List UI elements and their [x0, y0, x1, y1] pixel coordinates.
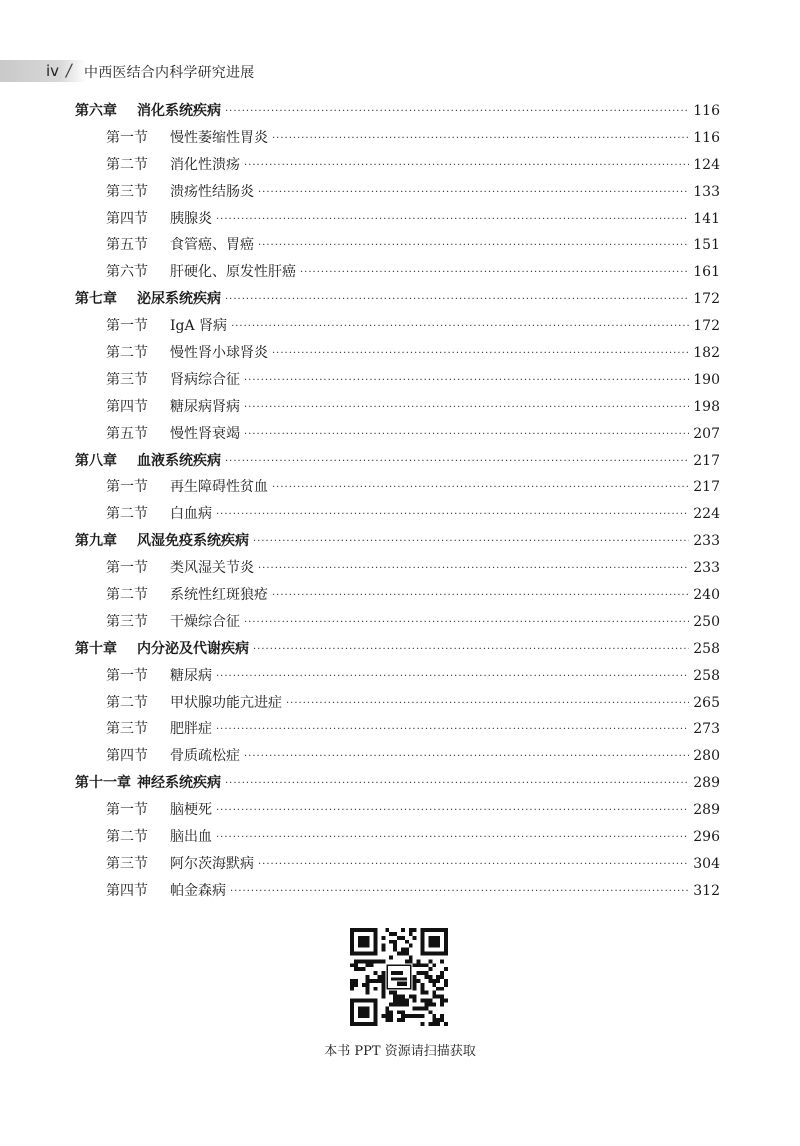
toc-section-entry[interactable] — [75, 663, 720, 690]
section-label: 第一节 — [106, 667, 148, 684]
toc-section-entry[interactable] — [75, 259, 720, 286]
section-title: 骨质疏松症 — [170, 748, 240, 765]
dot-leader — [216, 825, 689, 852]
page-number-ref: 172 — [693, 318, 720, 335]
page-number-ref: 250 — [693, 613, 720, 630]
section-label: 第三节 — [106, 721, 148, 738]
section-label: 第二节 — [106, 829, 148, 846]
toc-chapter-entry[interactable] — [75, 636, 720, 663]
dot-leader — [272, 475, 689, 502]
page-number-ref: 258 — [693, 640, 720, 657]
page-number-ref: 141 — [693, 210, 720, 227]
toc-section-entry[interactable] — [75, 367, 720, 394]
chapter-label: 第六章 — [75, 103, 117, 119]
dot-leader — [244, 610, 689, 637]
section-title: 系统性红斑狼疮 — [170, 587, 268, 604]
toc-section-entry[interactable] — [75, 609, 720, 636]
page-number-ref: 280 — [693, 748, 720, 765]
section-title: 慢性肾小球肾炎 — [170, 345, 268, 362]
dot-leader — [216, 502, 689, 529]
section-title: 溃疡性结肠炎 — [170, 183, 254, 200]
dot-leader — [216, 717, 689, 744]
dot-leader — [216, 798, 689, 825]
section-label: 第二节 — [106, 156, 148, 173]
section-label: 第三节 — [106, 371, 148, 388]
page-number-ref: 207 — [693, 425, 720, 442]
page-number-ref: 240 — [693, 587, 720, 604]
chapter-title: 血液系统疾病 — [137, 452, 221, 469]
toc-section-entry[interactable] — [75, 313, 720, 340]
dot-leader — [286, 691, 689, 718]
toc-section-entry[interactable] — [75, 474, 720, 501]
section-title: 再生障碍性贫血 — [170, 479, 268, 496]
section-label: 第二节 — [106, 587, 148, 604]
page-number-ref: 116 — [693, 103, 720, 119]
dot-leader — [258, 556, 689, 583]
toc-chapter-entry[interactable] — [75, 98, 720, 125]
dot-leader — [272, 341, 689, 368]
section-label: 第六节 — [106, 264, 148, 281]
section-label: 第四节 — [106, 210, 148, 227]
toc-section-entry[interactable] — [75, 421, 720, 448]
dot-leader — [258, 233, 689, 260]
dot-leader — [244, 368, 689, 395]
toc-section-entry[interactable] — [75, 501, 720, 528]
section-title: 胰腺炎 — [170, 210, 212, 227]
page-number-ref: 289 — [693, 802, 720, 819]
dot-leader — [216, 664, 689, 691]
dot-leader — [244, 422, 689, 449]
toc-section-entry[interactable] — [75, 824, 720, 851]
section-title: 食管癌、胃癌 — [170, 237, 254, 254]
dot-leader — [244, 395, 689, 422]
dot-leader — [258, 180, 689, 207]
book-title: 中西医结合内科学研究进展 — [84, 65, 255, 81]
dot-leader — [230, 879, 689, 906]
toc-section-entry[interactable] — [75, 232, 720, 259]
toc-section-entry[interactable] — [75, 206, 720, 233]
page-number-ref: 124 — [693, 156, 720, 173]
dot-leader — [272, 583, 689, 610]
section-title: 帕金森病 — [170, 882, 226, 899]
chapter-title: 神经系统疾病 — [137, 775, 221, 792]
page-number-ref: 273 — [693, 721, 720, 738]
page-number-ref: 233 — [693, 533, 720, 550]
section-title: 肝硬化、原发性肝癌 — [170, 264, 296, 281]
toc-section-entry[interactable] — [75, 152, 720, 179]
section-label: 第一节 — [106, 129, 148, 146]
section-label: 第三节 — [106, 613, 148, 630]
section-label: 第二节 — [106, 694, 148, 711]
chapter-title: 泌尿系统疾病 — [137, 291, 221, 308]
section-title: 慢性萎缩性胃炎 — [170, 129, 268, 146]
section-title: 消化性溃疡 — [170, 156, 240, 173]
toc-chapter-entry[interactable] — [75, 528, 720, 555]
section-label: 第四节 — [106, 748, 148, 765]
toc-section-entry[interactable] — [75, 878, 720, 905]
section-label: 第四节 — [106, 882, 148, 899]
header-separator: / — [64, 61, 74, 81]
section-title: 慢性肾衰竭 — [170, 425, 240, 442]
dot-leader — [300, 260, 689, 287]
qr-caption: 本书 PPT 资源请扫描获取 — [324, 1044, 476, 1059]
toc-section-entry[interactable] — [75, 797, 720, 824]
section-label: 第三节 — [106, 183, 148, 200]
section-label: 第一节 — [106, 318, 148, 335]
section-label: 第一节 — [106, 560, 148, 577]
page-number-ref: 133 — [693, 183, 720, 200]
page-number-ref: 304 — [693, 855, 720, 872]
page-number-ref: 265 — [693, 694, 720, 711]
page-number-ref: 296 — [693, 829, 720, 846]
running-header — [0, 60, 800, 82]
table-of-contents — [75, 98, 720, 905]
dot-leader — [225, 449, 689, 476]
section-label: 第五节 — [106, 237, 148, 254]
page-number-ref: 217 — [693, 479, 720, 496]
toc-section-entry[interactable] — [75, 340, 720, 367]
section-title: 脑梗死 — [170, 802, 212, 819]
page-number-ref: 172 — [693, 291, 720, 308]
section-title: 肥胖症 — [170, 721, 212, 738]
toc-section-entry[interactable] — [75, 125, 720, 152]
chapter-label: 第十一章 — [75, 775, 131, 792]
dot-leader — [225, 287, 689, 314]
toc-section-entry[interactable] — [75, 179, 720, 206]
qr-code[interactable] — [350, 928, 448, 1026]
page-number-ref: 190 — [693, 371, 720, 388]
section-title: 糖尿病 — [170, 667, 212, 684]
toc-section-entry[interactable] — [75, 716, 720, 743]
toc-section-entry[interactable] — [75, 394, 720, 421]
section-label: 第四节 — [106, 398, 148, 415]
section-label: 第一节 — [106, 802, 148, 819]
section-title: 甲状腺功能亢进症 — [170, 694, 282, 711]
toc-section-entry[interactable] — [75, 690, 720, 717]
dot-leader — [253, 637, 689, 664]
chapter-label: 第七章 — [75, 291, 117, 308]
page-number-ref: 224 — [693, 506, 720, 523]
section-title: 脑出血 — [170, 829, 212, 846]
section-title: 肾病综合征 — [170, 371, 240, 388]
section-label: 第三节 — [106, 855, 148, 872]
toc-section-entry[interactable] — [75, 851, 720, 878]
chapter-title: 消化系统疾病 — [137, 103, 221, 119]
chapter-title: 内分泌及代谢疾病 — [137, 640, 249, 657]
dot-leader — [244, 153, 689, 180]
section-title: 糖尿病肾病 — [170, 398, 240, 415]
chapter-label: 第八章 — [75, 452, 117, 469]
dot-leader — [272, 126, 689, 153]
section-label: 第五节 — [106, 425, 148, 442]
page-number-ref: 258 — [693, 667, 720, 684]
chapter-label: 第十章 — [75, 640, 117, 657]
section-title: 阿尔茨海默病 — [170, 855, 254, 872]
section-label: 第二节 — [106, 345, 148, 362]
dot-leader — [231, 314, 689, 341]
page-number-ref: 233 — [693, 560, 720, 577]
page-number-ref: 116 — [693, 129, 720, 146]
dot-leader — [253, 529, 689, 556]
toc-section-entry[interactable] — [75, 743, 720, 770]
section-title: 类风湿关节炎 — [170, 560, 254, 577]
dot-leader — [225, 99, 689, 126]
page-number-ref: 198 — [693, 398, 720, 415]
dot-leader — [216, 207, 689, 234]
toc-chapter-entry[interactable] — [75, 770, 720, 797]
page-number: iv — [46, 62, 60, 80]
toc-chapter-entry[interactable] — [75, 286, 720, 313]
page-number-ref: 161 — [693, 264, 720, 281]
page-number-ref: 151 — [693, 237, 720, 254]
toc-chapter-entry[interactable] — [75, 448, 720, 475]
chapter-label: 第九章 — [75, 533, 117, 550]
section-label: 第一节 — [106, 479, 148, 496]
section-title: IgA 肾病 — [170, 318, 228, 335]
chapter-title: 风湿免疫系统疾病 — [137, 533, 249, 550]
toc-section-entry[interactable] — [75, 582, 720, 609]
dot-leader — [258, 852, 689, 879]
page-number-ref: 312 — [693, 882, 720, 899]
page-number-ref: 217 — [693, 452, 720, 469]
page-number-ref: 182 — [693, 345, 720, 362]
section-label: 第二节 — [106, 506, 148, 523]
section-title: 干燥综合征 — [170, 613, 240, 630]
page-number-ref: 289 — [693, 775, 720, 792]
section-title: 白血病 — [170, 506, 212, 523]
dot-leader — [244, 744, 689, 771]
toc-section-entry[interactable] — [75, 555, 720, 582]
dot-leader — [225, 771, 689, 798]
